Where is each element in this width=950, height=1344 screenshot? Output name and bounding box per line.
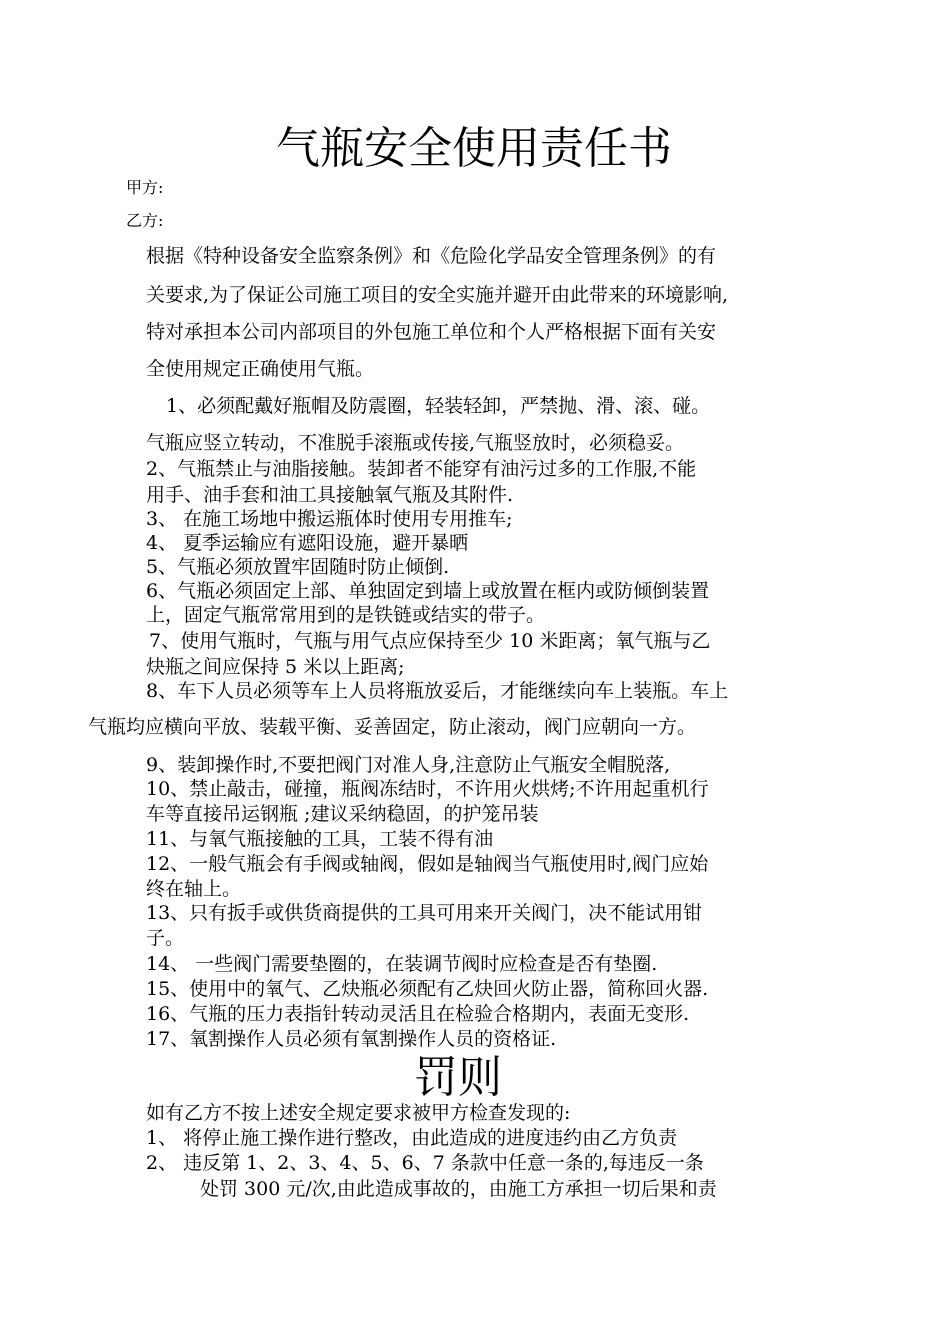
party-a-label: 甲方: xyxy=(126,178,164,197)
rule-line: 15、使用中的氧气、乙炔瓶必须配有乙炔回火防止器，简称回火器. xyxy=(146,978,709,1000)
document-title: 气瓶安全使用责任书 xyxy=(276,123,672,174)
rule-line: 3、 在施工场地中搬运瓶体时使用专用推车; xyxy=(146,508,513,530)
rule-line: 6、气瓶必须固定上部、单独固定到墙上或放置在框内或防倾倒装置 xyxy=(146,580,710,602)
rule-line: 1、必须配戴好瓶帽及防震圈，轻装轻卸，严禁抛、滑、滚、碰。 xyxy=(166,395,711,417)
rule-line: 11、与氧气瓶接触的工具，工装不得有油 xyxy=(146,828,494,850)
rule-line: 炔瓶之间应保持 5 米以上距离; xyxy=(146,656,405,678)
rule-line: 4、 夏季运输应有遮阳设施，避开暴晒 xyxy=(146,532,469,554)
rule-line: 14、 一些阀门需要垫圈的，在装调节阀时应检查是否有垫圈. xyxy=(146,953,658,975)
penalty-line: 2、 违反第 1、2、3、4、5、6、7 条款中任意一条的,每违反一条 xyxy=(146,1152,704,1174)
rule-line: 子。 xyxy=(146,927,185,949)
intro-line: 特对承担本公司内部项目的外包施工单位和个人严格根据下面有关安 xyxy=(146,321,717,343)
penalty-title: 罚则 xyxy=(414,1052,502,1103)
intro-line: 关要求,为了保证公司施工项目的安全实施并避开由此带来的环境影响, xyxy=(146,284,729,306)
party-b-label: 乙方: xyxy=(126,211,164,230)
rule-line: 终在轴上。 xyxy=(146,878,242,900)
rule-line: 气瓶应竖立转动，不准脱手滚瓶或传接,气瓶竖放时，必须稳妥。 xyxy=(146,432,685,454)
rule-line: 12、一般气瓶会有手阀或轴阀，假如是轴阀当气瓶使用时,阀门应始 xyxy=(146,853,709,875)
rule-line: 上，固定气瓶常常用到的是铁链或结实的带子。 xyxy=(146,604,546,626)
rule-line: 13、只有扳手或供货商提供的工具可用来开关阀门，决不能试用钳 xyxy=(146,902,703,924)
rule-line: 气瓶均应横向平放、装载平衡、妥善固定，防止滚动，阀门应朝向一方。 xyxy=(88,716,697,738)
rule-line: 10、禁止敲击，碰撞，瓶阀冻结时，不许用火烘烤;不许用起重机行 xyxy=(146,778,709,800)
rule-line: 16、气瓶的压力表指针转动灵活且在检验合格期内，表面无变形. xyxy=(146,1003,690,1025)
rule-line: 5、气瓶必须放置牢固随时防止倾倒. xyxy=(146,556,450,578)
penalty-intro: 如有乙方不按上述安全规定要求被甲方检查发现的: xyxy=(146,1102,571,1124)
rule-line: 车等直接吊运钢瓶 ;建议采纳稳固，的护笼吊装 xyxy=(146,803,539,825)
rule-line: 用手、油手套和油工具接触氧气瓶及其附件. xyxy=(146,484,514,506)
rule-line: 2、气瓶禁止与油脂接触。装卸者不能穿有油污过多的工作服,不能 xyxy=(146,458,697,480)
penalty-line: 处罚 300 元/次,由此造成事故的，由施工方承担一切后果和责 xyxy=(200,1178,717,1200)
rule-line: 9、装卸操作时,不要把阀门对准人身,注意防止气瓶安全帽脱落, xyxy=(146,754,671,776)
rule-line: 7、使用气瓶时，气瓶与用气点应保持至少 10 米距离；氧气瓶与乙 xyxy=(149,630,711,652)
intro-line: 根据《特种设备安全监察条例》和《危险化学品安全管理条例》的有 xyxy=(146,245,717,267)
rule-line: 17、氧割操作人员必须有氧割操作人员的资格证. xyxy=(146,1028,557,1050)
rule-line: 8、车下人员必须等车上人员将瓶放妥后，才能继续向车上装瓶。车上 xyxy=(146,680,729,702)
penalty-line: 1、 将停止施工操作进行整改，由此造成的进度违约由乙方负责 xyxy=(146,1127,678,1149)
intro-line: 全使用规定正确使用气瓶。 xyxy=(146,358,375,380)
